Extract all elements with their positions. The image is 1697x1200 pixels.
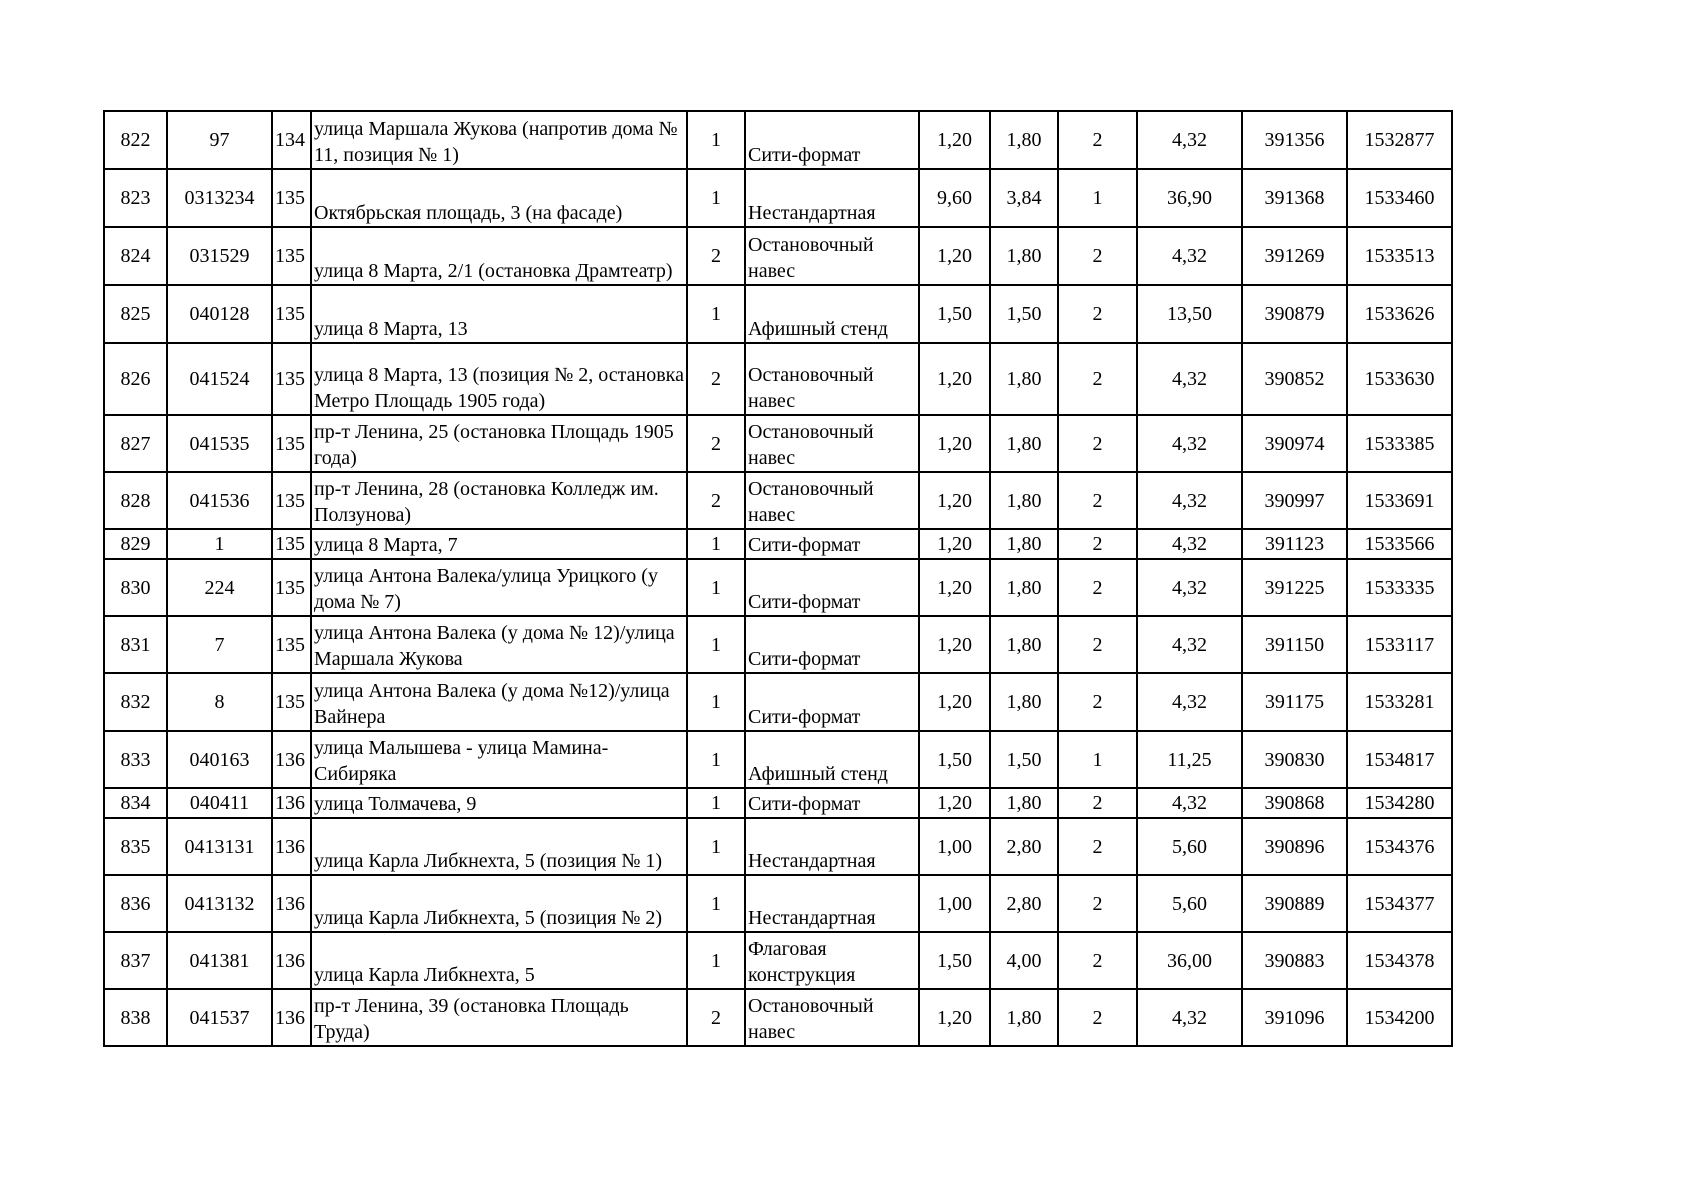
structure-code-cell: 8 (167, 673, 272, 731)
address-cell: улица Малышева - улица Мамина-Сибиряка (311, 731, 687, 788)
x-coordinate-cell: 390879 (1242, 285, 1347, 343)
table-row (104, 932, 1452, 989)
x-coordinate-cell: 391150 (1242, 616, 1347, 673)
structure-code-cell: 040128 (167, 285, 272, 343)
row-number-cell: 830 (104, 559, 167, 616)
table-row (104, 616, 1452, 673)
x-coordinate-cell: 390883 (1242, 932, 1347, 989)
sides-cell: 1 (687, 788, 745, 818)
structure-code-cell: 041537 (167, 989, 272, 1046)
row-number-cell: 835 (104, 818, 167, 875)
width-cell: 1,50 (919, 932, 990, 989)
row-number-cell: 831 (104, 616, 167, 673)
y-coordinate-cell: 1534377 (1347, 875, 1452, 932)
block-number-cell: 135 (272, 529, 311, 559)
sides-cell: 1 (687, 932, 745, 989)
structure-type-cell: Сити-формат (745, 559, 919, 616)
structure-code-cell: 1 (167, 529, 272, 559)
address-cell: улица 8 Марта, 2/1 (остановка Драмтеатр) (311, 227, 687, 285)
row-number-cell: 823 (104, 169, 167, 227)
structure-code-cell: 041535 (167, 415, 272, 472)
area-cell: 4,32 (1137, 616, 1242, 673)
row-number-cell: 837 (104, 932, 167, 989)
structure-code-cell: 0313234 (167, 169, 272, 227)
structure-code-cell: 041536 (167, 472, 272, 529)
height-cell: 1,80 (990, 673, 1058, 731)
sides-cell: 1 (687, 529, 745, 559)
height-cell: 1,80 (990, 111, 1058, 169)
block-number-cell: 135 (272, 343, 311, 415)
height-cell: 2,80 (990, 875, 1058, 932)
width-cell: 1,20 (919, 343, 990, 415)
height-cell: 1,80 (990, 227, 1058, 285)
area-cell: 4,32 (1137, 673, 1242, 731)
advertising-structures-table (103, 110, 1453, 1047)
count-cell: 2 (1058, 673, 1137, 731)
area-cell: 4,32 (1137, 227, 1242, 285)
block-number-cell: 135 (272, 673, 311, 731)
width-cell: 1,00 (919, 818, 990, 875)
height-cell: 1,80 (990, 616, 1058, 673)
sides-cell: 1 (687, 673, 745, 731)
structure-code-cell: 040163 (167, 731, 272, 788)
height-cell: 1,80 (990, 559, 1058, 616)
sides-cell: 1 (687, 818, 745, 875)
address-cell: улица Карла Либкнехта, 5 (позиция № 1) (311, 818, 687, 875)
area-cell: 11,25 (1137, 731, 1242, 788)
width-cell: 1,20 (919, 111, 990, 169)
sides-cell: 1 (687, 559, 745, 616)
address-cell: пр-т Ленина, 25 (остановка Площадь 1905 года) (311, 415, 687, 472)
block-number-cell: 135 (272, 227, 311, 285)
y-coordinate-cell: 1533281 (1347, 673, 1452, 731)
height-cell: 1,80 (990, 472, 1058, 529)
area-cell: 4,32 (1137, 472, 1242, 529)
count-cell: 2 (1058, 472, 1137, 529)
height-cell: 4,00 (990, 932, 1058, 989)
sides-cell: 1 (687, 875, 745, 932)
address-cell: пр-т Ленина, 39 (остановка Площадь Труда) (311, 989, 687, 1046)
x-coordinate-cell: 391096 (1242, 989, 1347, 1046)
sides-cell: 1 (687, 616, 745, 673)
y-coordinate-cell: 1533566 (1347, 529, 1452, 559)
address-cell: улица Антона Валека/улица Урицкого (у дома № 7) (311, 559, 687, 616)
height-cell: 2,80 (990, 818, 1058, 875)
area-cell: 5,60 (1137, 818, 1242, 875)
count-cell: 2 (1058, 989, 1137, 1046)
y-coordinate-cell: 1532877 (1347, 111, 1452, 169)
y-coordinate-cell: 1533460 (1347, 169, 1452, 227)
table-row (104, 875, 1452, 932)
x-coordinate-cell: 391225 (1242, 559, 1347, 616)
structure-type-cell: Сити-формат (745, 529, 919, 559)
count-cell: 2 (1058, 788, 1137, 818)
x-coordinate-cell: 390852 (1242, 343, 1347, 415)
sides-cell: 2 (687, 415, 745, 472)
table-row (104, 227, 1452, 285)
address-cell: пр-т Ленина, 28 (остановка Колледж им. Ползунова) (311, 472, 687, 529)
y-coordinate-cell: 1533117 (1347, 616, 1452, 673)
sides-cell: 1 (687, 731, 745, 788)
structure-type-cell: Нестандартная (745, 818, 919, 875)
area-cell: 36,00 (1137, 932, 1242, 989)
structure-code-cell: 0413132 (167, 875, 272, 932)
count-cell: 1 (1058, 169, 1137, 227)
table-row (104, 529, 1452, 559)
x-coordinate-cell: 391269 (1242, 227, 1347, 285)
sides-cell: 2 (687, 472, 745, 529)
area-cell: 4,32 (1137, 559, 1242, 616)
width-cell: 1,20 (919, 415, 990, 472)
structure-code-cell: 041524 (167, 343, 272, 415)
block-number-cell: 136 (272, 989, 311, 1046)
count-cell: 2 (1058, 875, 1137, 932)
block-number-cell: 135 (272, 616, 311, 673)
area-cell: 4,32 (1137, 415, 1242, 472)
height-cell: 3,84 (990, 169, 1058, 227)
structure-type-cell: Остановочный навес (745, 415, 919, 472)
width-cell: 1,20 (919, 529, 990, 559)
table-row (104, 818, 1452, 875)
block-number-cell: 135 (272, 169, 311, 227)
y-coordinate-cell: 1534376 (1347, 818, 1452, 875)
area-cell: 13,50 (1137, 285, 1242, 343)
structure-type-cell: Остановочный навес (745, 472, 919, 529)
block-number-cell: 136 (272, 788, 311, 818)
table-row (104, 343, 1452, 415)
structure-type-cell: Остановочный навес (745, 343, 919, 415)
row-number-cell: 824 (104, 227, 167, 285)
width-cell: 1,50 (919, 285, 990, 343)
structure-type-cell: Нестандартная (745, 169, 919, 227)
sides-cell: 1 (687, 111, 745, 169)
height-cell: 1,50 (990, 731, 1058, 788)
table-row (104, 111, 1452, 169)
area-cell: 4,32 (1137, 111, 1242, 169)
structure-type-cell: Афишный стенд (745, 285, 919, 343)
table-row (104, 472, 1452, 529)
address-cell: улица 8 Марта, 7 (311, 529, 687, 559)
structure-type-cell: Сити-формат (745, 111, 919, 169)
width-cell: 1,50 (919, 731, 990, 788)
sides-cell: 1 (687, 285, 745, 343)
width-cell: 1,20 (919, 227, 990, 285)
structure-type-cell: Сити-формат (745, 616, 919, 673)
width-cell: 9,60 (919, 169, 990, 227)
row-number-cell: 826 (104, 343, 167, 415)
row-number-cell: 838 (104, 989, 167, 1046)
table-row (104, 169, 1452, 227)
width-cell: 1,20 (919, 788, 990, 818)
count-cell: 2 (1058, 559, 1137, 616)
y-coordinate-cell: 1533691 (1347, 472, 1452, 529)
structure-code-cell: 031529 (167, 227, 272, 285)
address-cell: Октябрьская площадь, 3 (на фасаде) (311, 169, 687, 227)
count-cell: 2 (1058, 227, 1137, 285)
x-coordinate-cell: 391368 (1242, 169, 1347, 227)
row-number-cell: 832 (104, 673, 167, 731)
block-number-cell: 136 (272, 932, 311, 989)
height-cell: 1,50 (990, 285, 1058, 343)
count-cell: 2 (1058, 415, 1137, 472)
row-number-cell: 827 (104, 415, 167, 472)
count-cell: 2 (1058, 285, 1137, 343)
table-row (104, 285, 1452, 343)
sides-cell: 2 (687, 343, 745, 415)
area-cell: 4,32 (1137, 343, 1242, 415)
structure-type-cell: Остановочный навес (745, 227, 919, 285)
width-cell: 1,20 (919, 472, 990, 529)
structure-type-cell: Сити-формат (745, 673, 919, 731)
x-coordinate-cell: 391123 (1242, 529, 1347, 559)
height-cell: 1,80 (990, 788, 1058, 818)
block-number-cell: 134 (272, 111, 311, 169)
y-coordinate-cell: 1533335 (1347, 559, 1452, 616)
structure-code-cell: 224 (167, 559, 272, 616)
x-coordinate-cell: 390896 (1242, 818, 1347, 875)
block-number-cell: 135 (272, 415, 311, 472)
block-number-cell: 136 (272, 731, 311, 788)
count-cell: 1 (1058, 731, 1137, 788)
x-coordinate-cell: 390974 (1242, 415, 1347, 472)
y-coordinate-cell: 1534378 (1347, 932, 1452, 989)
address-cell: улица Карла Либкнехта, 5 (позиция № 2) (311, 875, 687, 932)
structure-code-cell: 041381 (167, 932, 272, 989)
row-number-cell: 834 (104, 788, 167, 818)
y-coordinate-cell: 1534280 (1347, 788, 1452, 818)
structure-code-cell: 7 (167, 616, 272, 673)
block-number-cell: 136 (272, 818, 311, 875)
sides-cell: 1 (687, 169, 745, 227)
structure-code-cell: 040411 (167, 788, 272, 818)
area-cell: 4,32 (1137, 989, 1242, 1046)
table-row (104, 731, 1452, 788)
table-row (104, 559, 1452, 616)
y-coordinate-cell: 1533513 (1347, 227, 1452, 285)
structure-code-cell: 0413131 (167, 818, 272, 875)
table-row (104, 673, 1452, 731)
table-row (104, 415, 1452, 472)
row-number-cell: 828 (104, 472, 167, 529)
block-number-cell: 135 (272, 559, 311, 616)
width-cell: 1,00 (919, 875, 990, 932)
table-row (104, 989, 1452, 1046)
count-cell: 2 (1058, 529, 1137, 559)
width-cell: 1,20 (919, 989, 990, 1046)
structure-type-cell: Афишный стенд (745, 731, 919, 788)
address-cell: улица Антона Валека (у дома №12)/улица Вайнера (311, 673, 687, 731)
y-coordinate-cell: 1533385 (1347, 415, 1452, 472)
structure-type-cell: Флаговая конструкция (745, 932, 919, 989)
area-cell: 36,90 (1137, 169, 1242, 227)
width-cell: 1,20 (919, 616, 990, 673)
structure-type-cell: Нестандартная (745, 875, 919, 932)
block-number-cell: 135 (272, 472, 311, 529)
height-cell: 1,80 (990, 343, 1058, 415)
count-cell: 2 (1058, 932, 1137, 989)
x-coordinate-cell: 390889 (1242, 875, 1347, 932)
address-cell: улица Толмачева, 9 (311, 788, 687, 818)
row-number-cell: 836 (104, 875, 167, 932)
block-number-cell: 136 (272, 875, 311, 932)
width-cell: 1,20 (919, 673, 990, 731)
structure-type-cell: Остановочный навес (745, 989, 919, 1046)
table-body (104, 111, 1452, 1046)
y-coordinate-cell: 1533626 (1347, 285, 1452, 343)
row-number-cell: 833 (104, 731, 167, 788)
y-coordinate-cell: 1534817 (1347, 731, 1452, 788)
height-cell: 1,80 (990, 529, 1058, 559)
address-cell: улица Карла Либкнехта, 5 (311, 932, 687, 989)
y-coordinate-cell: 1533630 (1347, 343, 1452, 415)
count-cell: 2 (1058, 818, 1137, 875)
area-cell: 4,32 (1137, 788, 1242, 818)
x-coordinate-cell: 391175 (1242, 673, 1347, 731)
address-cell: улица 8 Марта, 13 (позиция № 2, остановка Метро Площадь 1905 года) (311, 343, 687, 415)
height-cell: 1,80 (990, 415, 1058, 472)
x-coordinate-cell: 390830 (1242, 731, 1347, 788)
structure-code-cell: 97 (167, 111, 272, 169)
address-cell: улица Антона Валека (у дома № 12)/улица Маршала Жукова (311, 616, 687, 673)
structure-type-cell: Сити-формат (745, 788, 919, 818)
block-number-cell: 135 (272, 285, 311, 343)
row-number-cell: 829 (104, 529, 167, 559)
sides-cell: 2 (687, 989, 745, 1046)
width-cell: 1,20 (919, 559, 990, 616)
row-number-cell: 822 (104, 111, 167, 169)
table-row (104, 788, 1452, 818)
address-cell: улица Маршала Жукова (напротив дома № 11, позиция № 1) (311, 111, 687, 169)
height-cell: 1,80 (990, 989, 1058, 1046)
area-cell: 4,32 (1137, 529, 1242, 559)
address-cell: улица 8 Марта, 13 (311, 285, 687, 343)
x-coordinate-cell: 390868 (1242, 788, 1347, 818)
count-cell: 2 (1058, 111, 1137, 169)
area-cell: 5,60 (1137, 875, 1242, 932)
row-number-cell: 825 (104, 285, 167, 343)
count-cell: 2 (1058, 343, 1137, 415)
x-coordinate-cell: 390997 (1242, 472, 1347, 529)
y-coordinate-cell: 1534200 (1347, 989, 1452, 1046)
count-cell: 2 (1058, 616, 1137, 673)
sides-cell: 2 (687, 227, 745, 285)
x-coordinate-cell: 391356 (1242, 111, 1347, 169)
